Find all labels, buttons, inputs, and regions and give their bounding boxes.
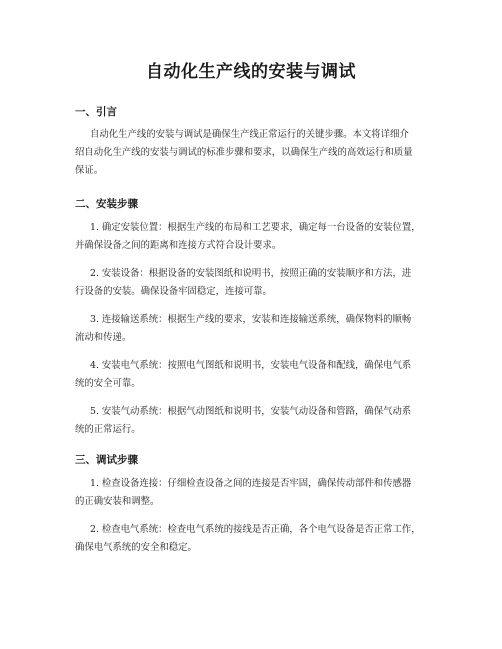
paragraph-line: 自动化生产线的安装与调试是确保生产线正常运行的关键步骤。本文将详细介 <box>90 129 409 140</box>
section-heading-debug: 三、调试步骤 <box>75 454 138 466</box>
paragraph-line: 统的安全可靠。 <box>75 378 141 389</box>
paragraph-line: 统的正常运行。 <box>75 424 141 435</box>
paragraph-line: 绍自动化生产线的安装与调试的标准步骤和要求，以确保生产线的高效运行和质量 <box>75 147 413 158</box>
paragraph-line: 4. 安装电气系统：按照电气图纸和说明书，安装电气设备和配线，确保电气系 <box>90 360 412 371</box>
paragraph-line: 5. 安装气动系统：根据气动图纸和说明书，安装气动设备和管路，确保气动系 <box>90 406 412 417</box>
paragraph-line: 1. 确定安装位置：根据生产线的布局和工艺要求，确定每一台设备的安装位置， <box>90 222 421 233</box>
paragraph-install-step-1 <box>75 219 437 255</box>
paragraph-intro <box>75 126 437 180</box>
paragraph-line: 3. 连接输送系统：根据生产线的要求，安装和连接输送系统，确保物料的顺畅 <box>90 314 412 325</box>
section-heading-install: 二、安装步骤 <box>75 198 138 210</box>
paragraph-install-step-2 <box>75 265 437 301</box>
paragraph-line: 流动和传递。 <box>75 332 132 343</box>
paragraph-line: 2. 检查电气系统：检查电气系统的接线是否正确，各个电气设备是否正常工作， <box>90 524 421 535</box>
section-heading-intro: 一、引言 <box>75 106 117 118</box>
paragraph-install-step-3 <box>75 311 437 347</box>
paragraph-debug-step-1 <box>75 475 437 511</box>
paragraph-debug-step-2 <box>75 521 437 557</box>
paragraph-line: 1. 检查设备连接：仔细检查设备之间的连接是否牢固，确保传动部件和传感器 <box>90 478 412 489</box>
paragraph-line: 的正确安装和调整。 <box>75 496 160 507</box>
paragraph-line: 行设备的安装。确保设备牢固稳定，连接可靠。 <box>75 286 272 297</box>
paragraph-line: 2. 安装设备：根据设备的安装图纸和说明书，按照正确的安装顺序和方法，进 <box>90 268 412 279</box>
paragraph-install-step-5 <box>75 403 437 439</box>
document-title: 自动化生产线的安装与调试 <box>146 62 356 82</box>
paragraph-install-step-4 <box>75 357 437 393</box>
paragraph-line: 确保电气系统的安全和稳定。 <box>75 542 197 553</box>
paragraph-line: 并确保设备之间的距离和连接方式符合设计要求。 <box>75 240 282 251</box>
paragraph-line: 保证。 <box>75 165 104 176</box>
